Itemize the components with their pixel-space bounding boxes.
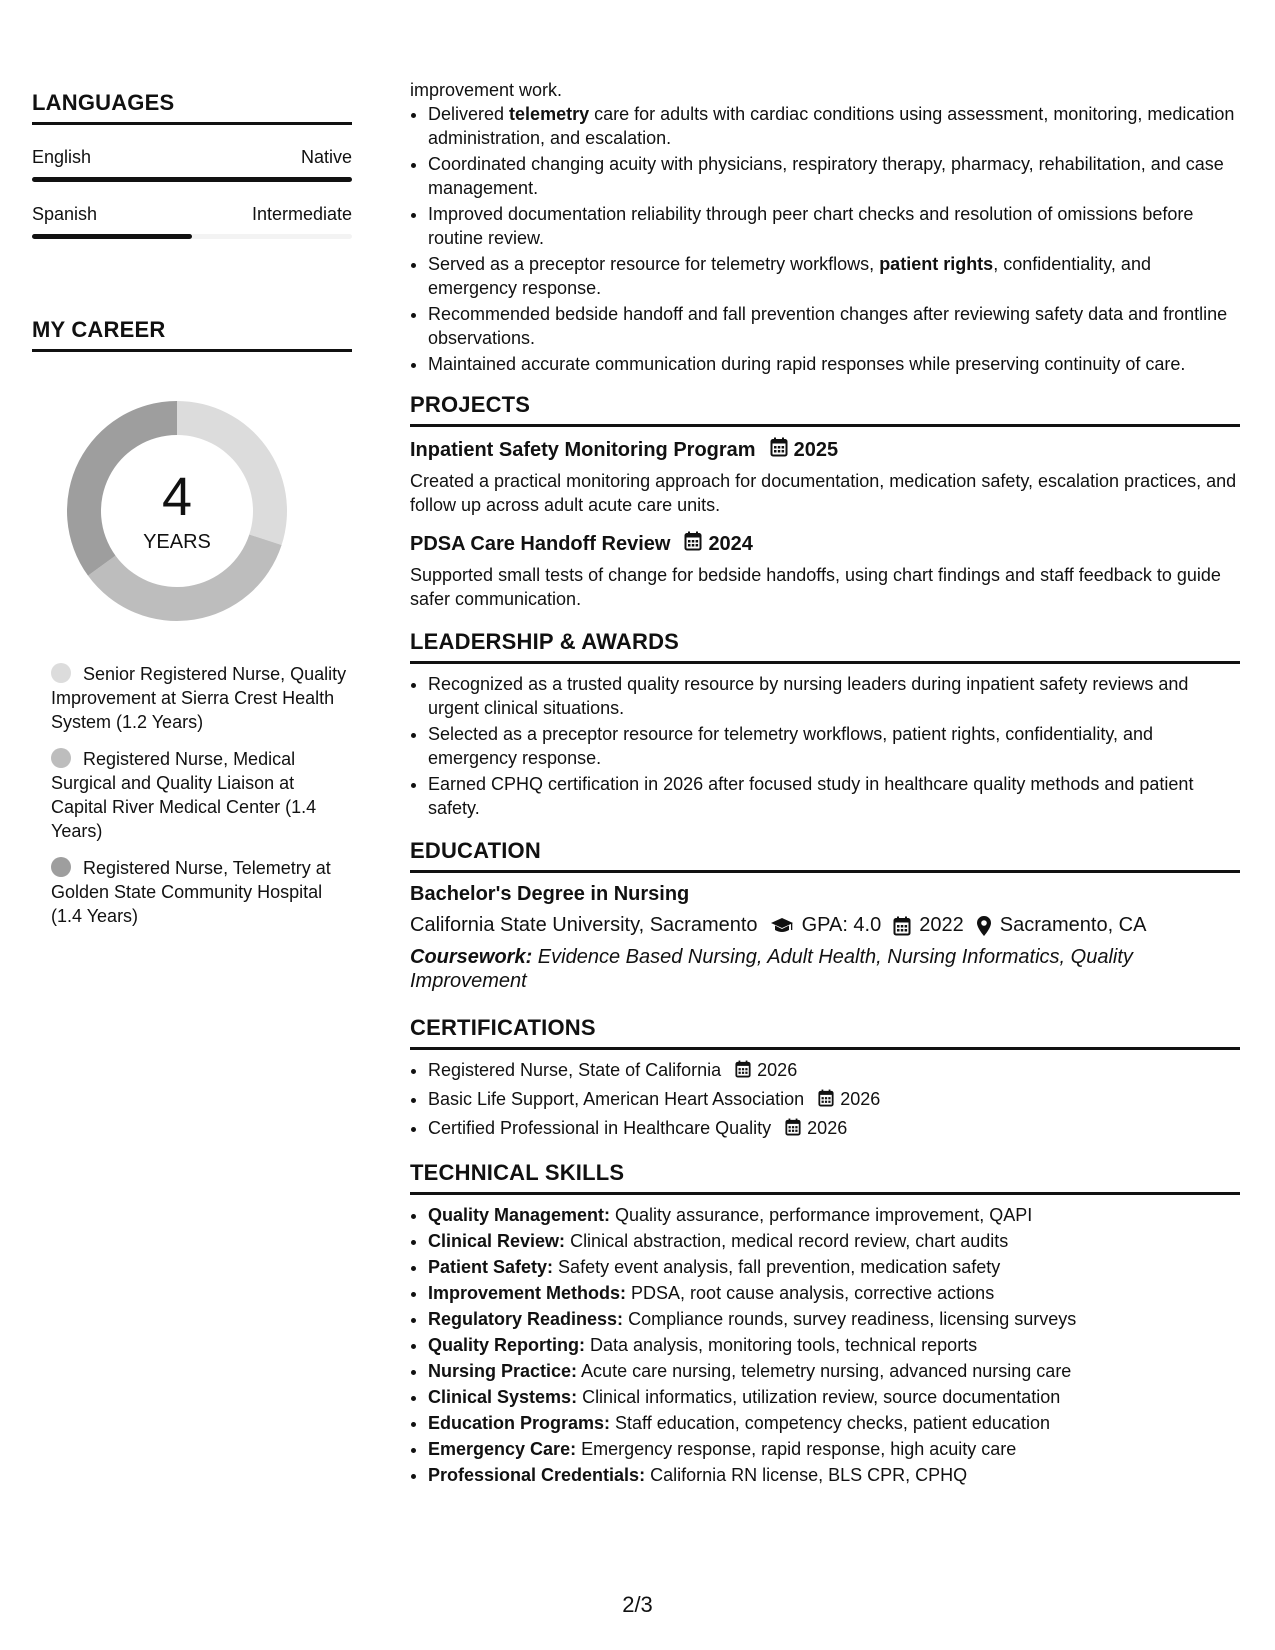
location-pin-icon: [976, 915, 992, 937]
language-bar-fill: [32, 177, 352, 182]
career-years-label: YEARS: [143, 530, 211, 553]
language-item: [32, 147, 352, 182]
legend-dot: [51, 748, 71, 768]
experience-bullet: • Improved documentation reliability through peer chart checks and resolution of omissions before routine review.: [428, 202, 1240, 250]
project-year: 2024: [708, 532, 753, 555]
project-title-row: [410, 531, 1240, 557]
certifications-list: [410, 1058, 1240, 1142]
leadership-bullet: • Earned CPHQ certification in 2026 after focused study in healthcare quality methods and patient safety.: [428, 772, 1240, 820]
certification-item: • Basic Life Support, American Heart Association 2026: [428, 1087, 1240, 1113]
project-title: PDSA Care Handoff Review: [410, 532, 671, 555]
skill-item: • Clinical Systems: Clinical informatics, utilization review, source documentation: [428, 1385, 1240, 1409]
calendar-icon: [818, 1089, 834, 1113]
page-number: 2/3: [622, 1592, 653, 1617]
language-bar: [32, 177, 352, 182]
skill-item: • Quality Reporting: Data analysis, monitoring tools, technical reports: [428, 1333, 1240, 1357]
skill-item: • Improvement Methods: PDSA, root cause analysis, corrective actions: [428, 1281, 1240, 1305]
career-legend-text: Registered Nurse, Telemetry at Golden State Community Hospital (1.4 Years): [51, 858, 331, 926]
experience-bullet: • Served as a preceptor resource for telemetry workflows, patient rights, confidentiality, and emergency response.: [428, 252, 1240, 300]
education-heading: EDUCATION: [410, 838, 1240, 873]
leadership-heading: LEADERSHIP & AWARDS: [410, 629, 1240, 664]
language-level: Native: [300, 147, 352, 167]
certifications-heading: CERTIFICATIONS: [410, 1015, 1240, 1050]
career-legend-item: [51, 856, 352, 928]
experience-bullet: • Coordinated changing acuity with physicians, respiratory therapy, pharmacy, rehabilitation, and case management.: [428, 152, 1240, 200]
certifications-section: [410, 1015, 1240, 1142]
left-column: [32, 90, 352, 941]
career-heading: MY CAREER: [32, 317, 352, 352]
education-meta: [410, 914, 1240, 937]
skill-item: • Quality Management: Quality assurance, performance improvement, QAPI: [428, 1203, 1240, 1227]
education-section: [410, 838, 1240, 993]
skill-item: • Emergency Care: Emergency response, rapid response, high acuity care: [428, 1437, 1240, 1461]
calendar-icon: [770, 437, 788, 463]
career-total-years: 4: [161, 466, 193, 527]
experience-bullet: • Recommended bedside handoff and fall prevention changes after reviewing safety data and frontline observations.: [428, 302, 1240, 350]
project-description: Supported small tests of change for bedside handoffs, using chart findings and staff feedback to guide safer communication.: [410, 565, 1221, 609]
skills-section: [410, 1160, 1240, 1487]
right-column: [410, 78, 1240, 1489]
language-level: Intermediate: [251, 204, 352, 224]
leadership-bullets: [410, 672, 1240, 820]
language-bar-fill: [32, 234, 192, 239]
coursework-label: Coursework:: [410, 946, 533, 968]
language-name: Spanish: [32, 204, 98, 224]
career-legend-item: [51, 747, 352, 843]
skill-item: • Education Programs: Staff education, competency checks, patient education: [428, 1411, 1240, 1435]
experience-continued-text: improvement work.: [410, 80, 563, 100]
calendar-icon: [785, 1118, 801, 1142]
career-legend: [32, 662, 352, 928]
project-title: Inpatient Safety Monitoring Program: [410, 438, 756, 461]
skills-heading: TECHNICAL SKILLS: [410, 1160, 1240, 1195]
calendar-icon: [735, 1060, 751, 1084]
experience-bullets: [410, 102, 1240, 376]
education-location: Sacramento, CA: [999, 914, 1147, 936]
calendar-icon: [684, 531, 702, 557]
project-title-row: [410, 437, 1240, 463]
language-bar: [32, 234, 352, 239]
education-school: California State University, Sacramento: [410, 914, 758, 936]
certification-item: • Certified Professional in Healthcare Quality 2026: [428, 1116, 1240, 1142]
languages-heading: LANGUAGES: [32, 90, 352, 125]
project-description: Created a practical monitoring approach for documentation, medication safety, escalation practices, and follow up across adult acute care units.: [410, 471, 1237, 515]
skill-item: • Patient Safety: Safety event analysis, fall prevention, medication safety: [428, 1255, 1240, 1279]
career-legend-text: Senior Registered Nurse, Quality Improvement at Sierra Crest Health System (1.2 Years): [51, 664, 347, 732]
career-legend-item: [51, 662, 352, 734]
calendar-icon: [893, 916, 911, 936]
experience-bullet: • Delivered telemetry care for adults with cardiac conditions using assessment, monitoring, medication administration, and escalation.: [428, 102, 1240, 150]
legend-dot: [51, 663, 71, 683]
project-year: 2025: [793, 438, 839, 461]
leadership-section: [410, 629, 1240, 820]
graduation-cap-icon: [770, 917, 794, 935]
education-coursework: [410, 945, 1240, 993]
skill-item: • Regulatory Readiness: Compliance rounds, survey readiness, licensing surveys: [428, 1307, 1240, 1331]
skills-list: [410, 1203, 1240, 1487]
career-legend-text: Registered Nurse, Medical Surgical and Quality Liaison at Capital River Medical Center (1.4 Years): [51, 749, 317, 841]
skill-item: • Professional Credentials: California RN license, BLS CPR, CPHQ: [428, 1463, 1240, 1487]
career-donut-chart: [62, 396, 292, 626]
certification-item: • Registered Nurse, State of California 2026: [428, 1058, 1240, 1084]
education-degree: Bachelor's Degree in Nursing: [410, 883, 690, 905]
leadership-bullet: • Selected as a preceptor resource for telemetry workflows, patient rights, confidentiality, and emergency response.: [428, 722, 1240, 770]
education-gpa: GPA: 4.0: [801, 914, 882, 936]
skill-item: • Nursing Practice: Acute care nursing, telemetry nursing, advanced nursing care: [428, 1359, 1240, 1383]
projects-section: [410, 392, 1240, 611]
language-item: [32, 204, 352, 239]
experience-bullet: • Maintained accurate communication during rapid responses while preserving continuity of care.: [428, 352, 1240, 376]
leadership-bullet: • Recognized as a trusted quality resource by nursing leaders during inpatient safety reviews and urgent clinical situations.: [428, 672, 1240, 720]
coursework-list: Evidence Based Nursing, Adult Health, Nursing Informatics, Quality Improvement: [410, 946, 1133, 992]
legend-dot: [51, 857, 71, 877]
skill-item: • Clinical Review: Clinical abstraction, medical record review, chart audits: [428, 1229, 1240, 1253]
education-year: 2022: [919, 914, 964, 936]
projects-heading: PROJECTS: [410, 392, 1240, 427]
language-name: English: [32, 147, 92, 167]
